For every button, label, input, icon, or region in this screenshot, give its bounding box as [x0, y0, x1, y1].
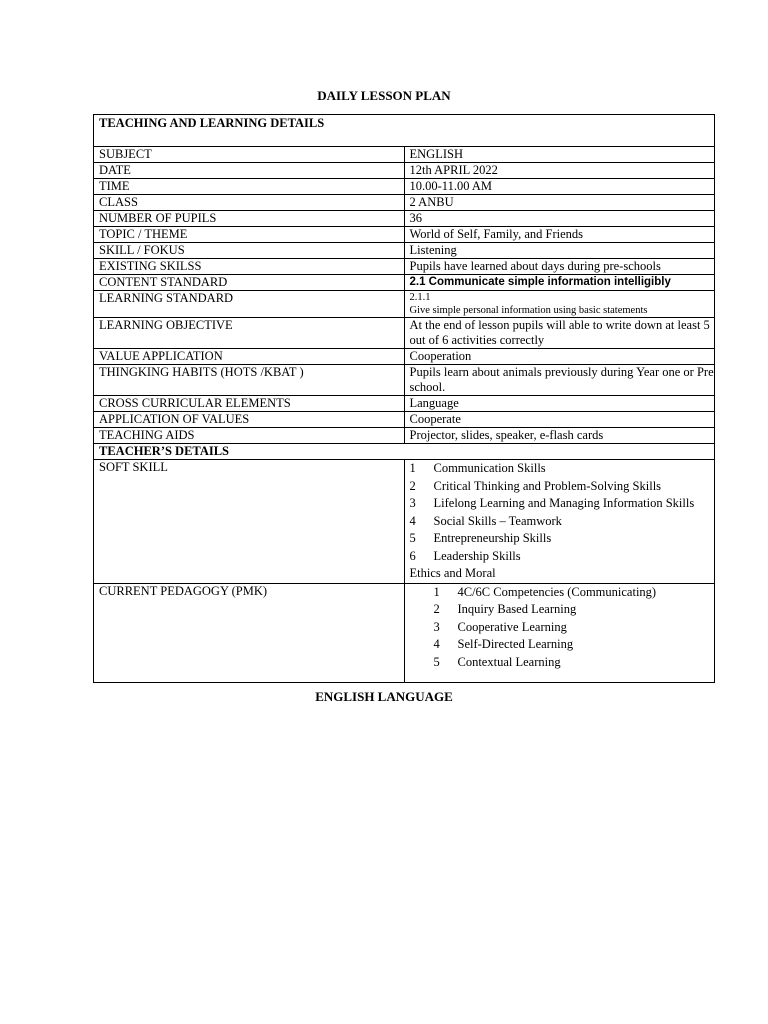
topic-value: World of Self, Family, and Friends [404, 227, 715, 243]
pupils-value: 36 [404, 211, 715, 227]
learning-objective-label: LEARNING OBJECTIVE [94, 318, 405, 349]
teaching-aids-value: Projector, slides, speaker, e-flash cards [404, 428, 715, 444]
topic-label: TOPIC / THEME [94, 227, 405, 243]
skill-label: SKILL / FOKUS [94, 243, 405, 259]
table-row [94, 318, 715, 349]
list-item-number: 2 [433, 602, 440, 616]
list-item-text: Social Skills – Teamwork [433, 513, 562, 528]
thinking-habits-label: THINGKING HABITS (HOTS /KBAT ) [94, 365, 405, 396]
list-item [410, 460, 715, 478]
learning-standard-value: Give simple personal information using basic statements [409, 305, 648, 316]
value-application-label: VALUE APPLICATION [94, 349, 405, 365]
list-item [410, 478, 715, 496]
list-item [434, 654, 715, 672]
section-header-row [94, 444, 715, 460]
table-row [94, 412, 715, 428]
table-row [94, 460, 715, 584]
list-item-number: 6 [409, 548, 416, 563]
teaching-details-header: TEACHING AND LEARNING DETAILS [94, 115, 715, 147]
lesson-plan-table [93, 114, 715, 683]
table-row [94, 243, 715, 259]
value-application-value: Cooperation [404, 349, 715, 365]
table-row [94, 227, 715, 243]
list-item-number: 1 [409, 461, 416, 475]
list-item [434, 636, 715, 654]
time-value: 10.00-11.00 AM [404, 179, 715, 195]
list-item-number: 5 [409, 531, 416, 545]
learning-objective-value: At the end of lesson pupils will able to write down at least 5 out of 6 activities correctly [404, 318, 715, 349]
pedagogy-list [410, 584, 715, 672]
list-item [410, 530, 715, 548]
list-item-number: 4 [433, 637, 440, 651]
pupils-label: NUMBER OF PUPILS [94, 211, 405, 227]
list-item-number: 2 [409, 478, 416, 493]
list-item-text: Leadership Skills [433, 548, 521, 563]
list-item [434, 584, 715, 602]
soft-skill-list [410, 460, 715, 565]
class-value: 2 ANBU [404, 195, 715, 211]
list-item-text: Communication Skills [433, 461, 546, 475]
pedagogy-label: CURRENT PEDAGOGY (PMK) [94, 583, 405, 682]
content-standard-value: 2.1 Communicate simple information intelligibly [404, 275, 715, 291]
list-item-number: 3 [409, 496, 416, 510]
application-values-value: Cooperate [404, 412, 715, 428]
list-item-text: 4C/6C Competencies (Communicating) [457, 584, 657, 599]
list-item-text: Contextual Learning [457, 654, 561, 669]
table-row [94, 583, 715, 682]
pedagogy-cell [404, 583, 715, 682]
table-row [94, 396, 715, 412]
application-values-label: APPLICATION OF VALUES [94, 412, 405, 428]
time-label: TIME [94, 179, 405, 195]
language-heading: ENGLISH LANGUAGE [315, 689, 453, 704]
learning-standard-cell [404, 291, 715, 318]
soft-skill-extra: Ethics and Moral [409, 566, 496, 580]
date-label: DATE [94, 163, 405, 179]
table-row [94, 275, 715, 291]
subject-value: ENGLISH [404, 147, 715, 163]
list-item [410, 548, 715, 566]
list-item-number: 1 [433, 584, 440, 599]
list-item-text: Lifelong Learning and Managing Information Skills [433, 496, 695, 510]
list-item-number: 4 [409, 513, 416, 528]
table-row [94, 195, 715, 211]
table-row [94, 163, 715, 179]
cross-curricular-label: CROSS CURRICULAR ELEMENTS [94, 396, 405, 412]
document-title: DAILY LESSON PLAN [317, 88, 451, 103]
table-row [94, 428, 715, 444]
list-item-number: 3 [433, 619, 440, 634]
thinking-habits-value: Pupils learn about animals previously during Year one or Pre school. [404, 365, 715, 396]
table-row [94, 147, 715, 163]
class-label: CLASS [94, 195, 405, 211]
table-row [94, 365, 715, 396]
table-row [94, 211, 715, 227]
skill-value: Listening [404, 243, 715, 259]
cross-curricular-value: Language [404, 396, 715, 412]
subject-label: SUBJECT [94, 147, 405, 163]
soft-skill-cell [404, 460, 715, 584]
list-item-number: 5 [433, 654, 440, 669]
list-item-text: Self-Directed Learning [457, 637, 574, 651]
list-item-text: Inquiry Based Learning [457, 602, 577, 616]
table-row [94, 179, 715, 195]
table-row [94, 259, 715, 275]
teacher-details-header: TEACHER’S DETAILS [94, 444, 715, 460]
existing-skills-value: Pupils have learned about days during pre-schools [404, 259, 715, 275]
learning-standard-label: LEARNING STANDARD [94, 291, 405, 318]
date-value: 12th APRIL 2022 [404, 163, 715, 179]
table-row [94, 291, 715, 318]
list-item-text: Cooperative Learning [457, 619, 567, 634]
existing-skills-label: EXISTING SKILSS [94, 259, 405, 275]
learning-standard-code: 2.1.1 [409, 292, 431, 303]
list-item [434, 601, 715, 619]
list-item-text: Critical Thinking and Problem-Solving Skills [433, 478, 662, 493]
soft-skill-label: SOFT SKILL [94, 460, 405, 584]
list-item [410, 495, 715, 513]
list-item-text: Entrepreneurship Skills [433, 531, 552, 545]
content-standard-label: CONTENT STANDARD [94, 275, 405, 291]
section-header-row [94, 115, 715, 147]
list-item [434, 619, 715, 637]
list-item [410, 513, 715, 531]
table-row [94, 349, 715, 365]
teaching-aids-label: TEACHING AIDS [94, 428, 405, 444]
